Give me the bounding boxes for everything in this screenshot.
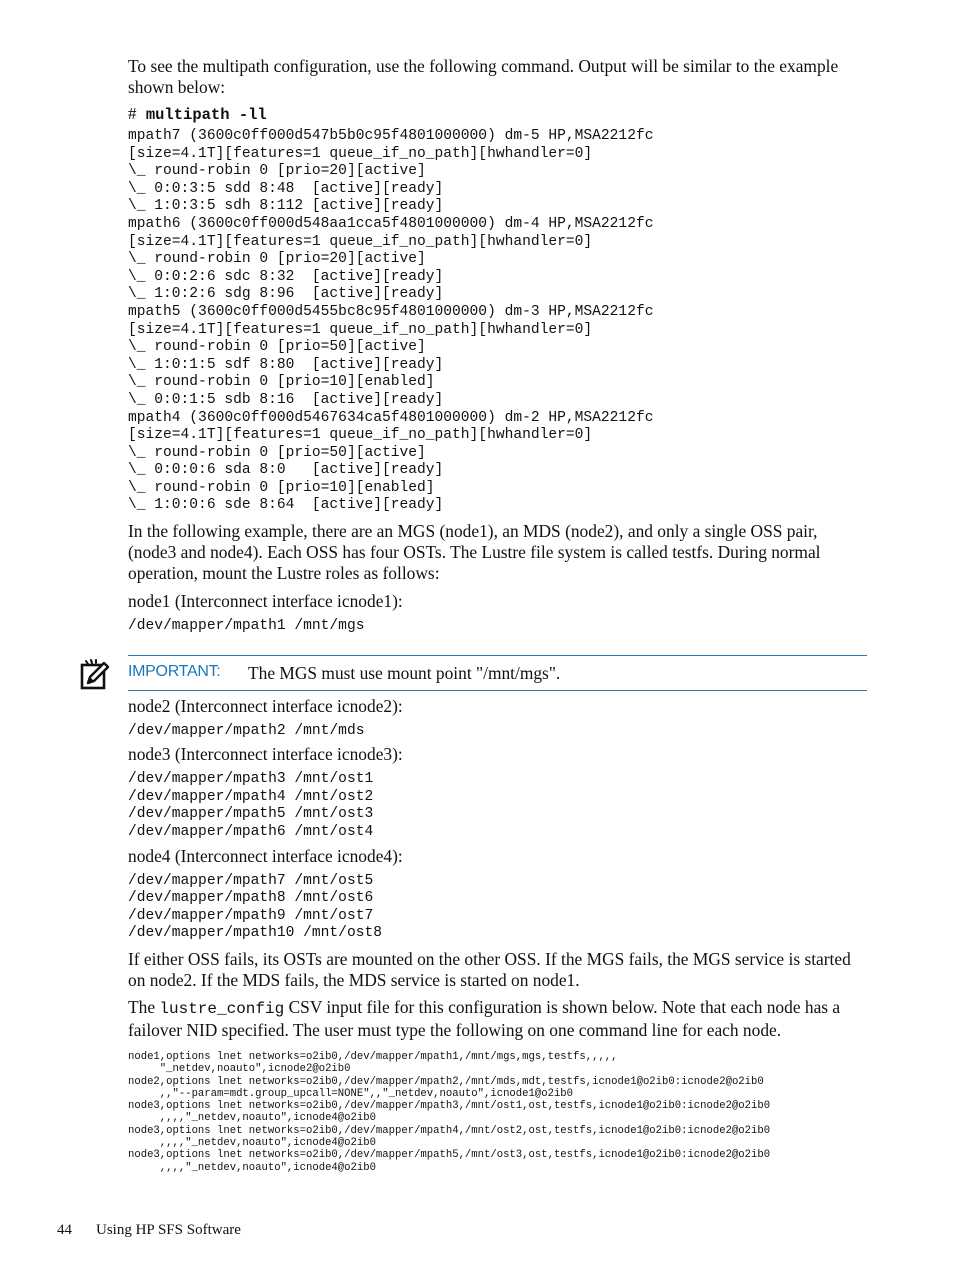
example-paragraph: In the following example, there are an MGS (node1), an MDS (node2), and only a single OSS pair, (node3 and node4). Each OSS has four OSTs. The Lustre file system is called testfs. During normal operation, mount the Lustre roles as follows:	[128, 521, 821, 584]
output-line: mpath7 (3600c0ff000d547b5b0c95f4801000000) dm-5 HP,MSA2212fc	[128, 128, 654, 144]
output-line: \_ 0:0:0:6 sda 8:0 [active][ready]	[128, 462, 444, 479]
output-line: [size=4.1T][features=1 queue_if_no_path][hwhandler=0]	[128, 145, 593, 162]
command-text: multipath -ll	[145, 106, 267, 124]
node1-label: node1 (Interconnect interface icnode1):	[128, 591, 403, 612]
node4-mounts	[128, 873, 868, 943]
command-prompt: #	[128, 104, 137, 123]
output-line: \_ 0:0:3:5 sdd 8:48 [active][ready]	[128, 180, 444, 197]
csv-line: node3,options lnet networks=o2ib0,/dev/mapper/mpath3,/mnt/ost1,ost,testfs,icnode1@o2ib0:icnode2@o2ib0	[128, 1100, 771, 1113]
csv-line: ,,,,"_netdev,noauto",icnode4@o2ib0	[128, 1112, 376, 1125]
node2-label: node2 (Interconnect interface icnode2):	[128, 695, 403, 716]
failover-paragraph: If either OSS fails, its OSTs are mounted on the other OSS. If the MGS fails, the MGS service is started on node2. If the MDS fails, the MDS service is started on node1.	[128, 949, 851, 990]
mount-line: /dev/mapper/mpath4 /mnt/ost2	[128, 788, 374, 805]
output-line: mpath6 (3600c0ff000d548aa1cca5f4801000000) dm-4 HP,MSA2212fc	[128, 215, 654, 232]
csv-line: node1,options lnet networks=o2ib0,/dev/mapper/mpath1,/mnt/mgs,mgs,testfs,,,,,	[128, 1051, 618, 1063]
output-line: \_ 1:0:2:6 sdg 8:96 [active][ready]	[128, 286, 444, 303]
output-line: \_ round-robin 0 [prio=10][enabled]	[128, 374, 435, 391]
csv-line: node3,options lnet networks=o2ib0,/dev/mapper/mpath5,/mnt/ost3,ost,testfs,icnode1@o2ib0:icnode2@o2ib0	[128, 1149, 771, 1162]
output-line: \_ 0:0:1:5 sdb 8:16 [active][ready]	[128, 391, 444, 408]
output-line: \_ round-robin 0 [prio=10][enabled]	[128, 479, 435, 496]
lustre-config-code: lustre_config	[159, 1000, 285, 1018]
csv-line: "_netdev,noauto",icnode2@o2ib0	[128, 1063, 351, 1076]
csv-line: node2,options lnet networks=o2ib0,/dev/mapper/mpath2,/mnt/mds,mdt,testfs,icnode1@o2ib0:icnode2@o2ib0	[128, 1075, 764, 1088]
csv-line: ,,,,"_netdev,noauto",icnode4@o2ib0	[128, 1161, 376, 1174]
multipath-output	[128, 128, 868, 515]
csv-para-before: The	[128, 997, 160, 1017]
important-note-icon	[80, 659, 112, 691]
csv-paragraph	[128, 997, 868, 1041]
footer-title: Using HP SFS Software	[96, 1222, 241, 1238]
output-line: \_ round-robin 0 [prio=50][active]	[128, 339, 426, 356]
mount-line: /dev/mapper/mpath1 /mnt/mgs	[128, 618, 365, 635]
mount-line: /dev/mapper/mpath9 /mnt/ost7	[128, 907, 374, 924]
csv-para-after: CSV input file for this configuration is shown below. Note that each node has a failover NID specified. The user must type the following on one command line for each node.	[128, 997, 841, 1040]
output-line: mpath5 (3600c0ff000d5455bc8c95f4801000000) dm-3 HP,MSA2212fc	[128, 303, 654, 320]
node3-mounts	[128, 771, 868, 841]
output-line: \_ round-robin 0 [prio=20][active]	[128, 163, 426, 180]
mount-line: /dev/mapper/mpath3 /mnt/ost1	[128, 771, 374, 788]
mount-line: /dev/mapper/mpath6 /mnt/ost4	[128, 824, 374, 841]
output-line: [size=4.1T][features=1 queue_if_no_path][hwhandler=0]	[128, 427, 593, 444]
mount-line: /dev/mapper/mpath2 /mnt/mds	[128, 722, 365, 739]
node2-mounts	[128, 723, 868, 741]
command-line	[128, 104, 868, 124]
csv-line: ,,"--param=mdt.group_upcall=NONE",,"_netdev,noauto",icnode1@o2ib0	[128, 1087, 574, 1100]
output-line: \_ 1:0:0:6 sde 8:64 [active][ready]	[128, 497, 444, 514]
node3-label: node3 (Interconnect interface icnode3):	[128, 744, 403, 765]
csv-input	[128, 1051, 868, 1174]
csv-line: ,,,,"_netdev,noauto",icnode4@o2ib0	[128, 1137, 376, 1150]
output-line: [size=4.1T][features=1 queue_if_no_path][hwhandler=0]	[128, 233, 593, 250]
output-line: \_ 1:0:3:5 sdh 8:112 [active][ready]	[128, 198, 444, 215]
output-line: mpath4 (3600c0ff000d5467634ca5f4801000000) dm-2 HP,MSA2212fc	[128, 409, 654, 426]
node4-label: node4 (Interconnect interface icnode4):	[128, 845, 403, 866]
output-line: \_ round-robin 0 [prio=50][active]	[128, 444, 426, 461]
mount-line: /dev/mapper/mpath5 /mnt/ost3	[128, 806, 374, 823]
intro-paragraph: To see the multipath configuration, use the following command. Output will be similar to the example shown below:	[128, 56, 839, 97]
csv-line: node3,options lnet networks=o2ib0,/dev/mapper/mpath4,/mnt/ost2,ost,testfs,icnode1@o2ib0:icnode2@o2ib0	[128, 1124, 771, 1137]
output-line: [size=4.1T][features=1 queue_if_no_path][hwhandler=0]	[128, 321, 593, 338]
mount-line: /dev/mapper/mpath10 /mnt/ost8	[128, 925, 382, 942]
output-line: \_ round-robin 0 [prio=20][active]	[128, 251, 426, 268]
page-content	[128, 54, 868, 1174]
node1-mounts	[128, 618, 868, 636]
important-text: The MGS must use mount point "/mnt/mgs".	[248, 663, 561, 683]
mount-line: /dev/mapper/mpath7 /mnt/ost5	[128, 872, 374, 889]
output-line: \_ 0:0:2:6 sdc 8:32 [active][ready]	[128, 268, 444, 285]
important-label: IMPORTANT:	[128, 663, 221, 680]
important-note	[128, 655, 867, 691]
page-number: 44	[57, 1222, 72, 1238]
page-footer	[57, 1222, 241, 1239]
output-line: \_ 1:0:1:5 sdf 8:80 [active][ready]	[128, 356, 444, 373]
mount-line: /dev/mapper/mpath8 /mnt/ost6	[128, 890, 374, 907]
